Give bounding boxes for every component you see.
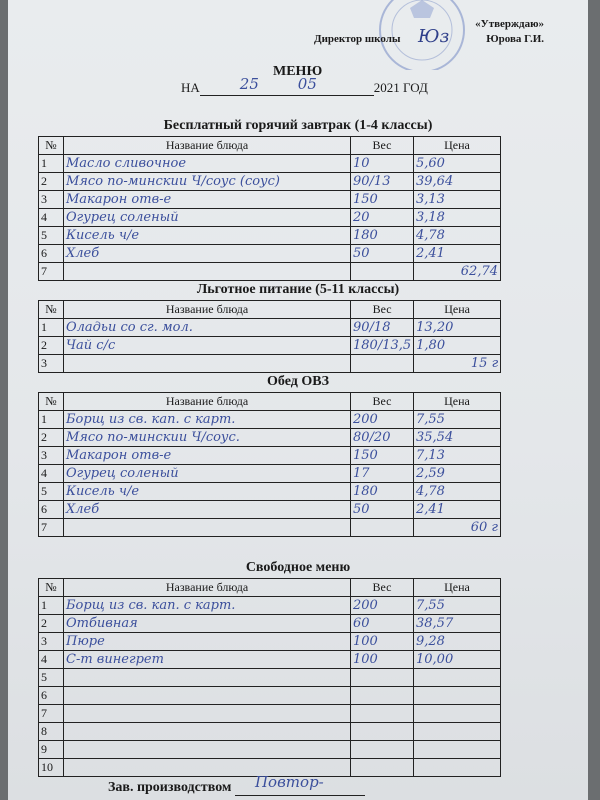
director-label: Директор школы (314, 33, 401, 45)
table-header-row (39, 137, 501, 155)
table-row (39, 705, 501, 723)
handwritten-weight: 180 (353, 228, 378, 243)
cell-name (64, 465, 351, 483)
cell-name (64, 705, 351, 723)
cell-weight (351, 633, 414, 651)
cell-weight (351, 337, 414, 355)
table-header-row (39, 393, 501, 411)
date-suffix: 2021 ГОД (373, 80, 428, 95)
handwritten-price: 38,57 (416, 616, 454, 631)
cell-number: 3 (39, 633, 64, 651)
handwritten-name: Чай с/с (66, 338, 116, 353)
cell-price (414, 501, 501, 519)
cell-number: 1 (39, 319, 64, 337)
table-row (39, 355, 501, 373)
handwritten-name: Мясо по-минскии Ч/соус (соус) (66, 174, 280, 189)
table-row (39, 519, 501, 537)
cell-price (414, 651, 501, 669)
cell-number: 4 (39, 465, 64, 483)
table-row (39, 155, 501, 173)
cell-price (414, 519, 501, 537)
cell-number: 6 (39, 687, 64, 705)
table-row (39, 447, 501, 465)
cell-name (64, 501, 351, 519)
cell-price (414, 355, 501, 373)
handwritten-weight: 50 (353, 502, 370, 517)
footer-signature: Повтор- (254, 773, 324, 791)
cell-number: 7 (39, 263, 64, 281)
column-header-price: Цена (414, 393, 501, 411)
cell-weight (351, 741, 414, 759)
table-row (39, 501, 501, 519)
cell-price (414, 429, 501, 447)
cell-price (414, 669, 501, 687)
cell-weight (351, 519, 414, 537)
handwritten-price: 7,55 (416, 412, 445, 427)
section-title-breakfast: Бесплатный горячий завтрак (1-4 классы) (163, 118, 433, 133)
handwritten-name: Кисель ч/е (66, 228, 140, 243)
handwritten-price: 2,41 (416, 502, 445, 517)
table-row (39, 263, 501, 281)
table-row (39, 651, 501, 669)
handwritten-weight: 60 (353, 616, 370, 631)
handwritten-weight: 90/18 (353, 320, 391, 335)
cell-number: 3 (39, 355, 64, 373)
cell-name (64, 615, 351, 633)
handwritten-weight: 10 (353, 156, 370, 171)
cell-price (414, 191, 501, 209)
handwritten-price: 7,55 (416, 598, 445, 613)
handwritten-weight: 180 (353, 484, 378, 499)
cell-number: 7 (39, 519, 64, 537)
cell-name (64, 669, 351, 687)
cell-number: 7 (39, 705, 64, 723)
cell-weight (351, 483, 414, 501)
cell-weight (351, 429, 414, 447)
director-signature: Юз (418, 26, 450, 47)
cell-name (64, 741, 351, 759)
cell-number: 1 (39, 155, 64, 173)
handwritten-price: 2,41 (416, 246, 445, 261)
benefit-table (38, 300, 501, 373)
cell-weight (351, 651, 414, 669)
column-header-num: № (39, 393, 64, 411)
cell-number: 6 (39, 501, 64, 519)
handwritten-price: 5,60 (416, 156, 445, 171)
cell-price (414, 687, 501, 705)
section-title-ovz: Обед ОВЗ (267, 374, 329, 389)
cell-weight (351, 411, 414, 429)
cell-price (414, 447, 501, 465)
table-row (39, 191, 501, 209)
cell-weight (351, 465, 414, 483)
table-row (39, 209, 501, 227)
handwritten-price: 3,18 (416, 210, 445, 225)
table-header-row (39, 301, 501, 319)
cell-name (64, 723, 351, 741)
section-title-free: Свободное меню (245, 560, 351, 575)
handwritten-price: 7,13 (416, 448, 445, 463)
cell-weight (351, 191, 414, 209)
cell-price (414, 597, 501, 615)
table-row (39, 319, 501, 337)
cell-weight (351, 319, 414, 337)
handwritten-name: С-т винегрет (66, 652, 164, 667)
table-row (39, 723, 501, 741)
cell-weight (351, 209, 414, 227)
handwritten-name: Оладьи со сг. мол. (66, 320, 193, 335)
cell-weight (351, 501, 414, 519)
handwritten-price: 62,74 (460, 264, 498, 279)
cell-name (64, 173, 351, 191)
cell-name (64, 519, 351, 537)
handwritten-name: Мясо по-минскии Ч/соус. (66, 430, 240, 445)
section-title-benefit: Льготное питание (5-11 классы) (196, 282, 400, 297)
handwritten-name: Борщ из св. кап. с карт. (66, 412, 236, 427)
handwritten-name: Пюре (66, 634, 105, 649)
handwritten-name: Макарон отв-е (66, 448, 172, 463)
table-row (39, 411, 501, 429)
cell-weight (351, 705, 414, 723)
footer (108, 773, 365, 796)
handwritten-name: Отбивная (66, 616, 138, 631)
table-row (39, 483, 501, 501)
cell-number: 9 (39, 741, 64, 759)
cell-price (414, 209, 501, 227)
cell-price (414, 705, 501, 723)
handwritten-name: Кисель ч/е (66, 484, 140, 499)
column-header-name: Название блюда (64, 393, 351, 411)
handwritten-price: 1,80 (416, 338, 446, 353)
column-header-price: Цена (414, 137, 501, 155)
column-header-weight: Вес (351, 301, 414, 319)
breakfast-table (38, 136, 501, 281)
handwritten-price: 13,20 (416, 320, 454, 335)
cell-number: 6 (39, 245, 64, 263)
table-row (39, 615, 501, 633)
handwritten-name: Макарон отв-е (66, 192, 172, 207)
cell-number: 4 (39, 209, 64, 227)
handwritten-price: 39,64 (416, 174, 454, 189)
table-row (39, 337, 501, 355)
cell-weight (351, 759, 414, 777)
cell-number: 3 (39, 191, 64, 209)
handwritten-name: Масло сливочное (66, 156, 187, 171)
handwritten-weight: 20 (353, 210, 370, 225)
cell-weight (351, 355, 414, 373)
cell-name (64, 633, 351, 651)
cell-weight (351, 263, 414, 281)
footer-label: Зав. производством (108, 780, 232, 795)
cell-name (64, 155, 351, 173)
cell-weight (351, 615, 414, 633)
cell-name (64, 687, 351, 705)
cell-name (64, 245, 351, 263)
column-header-price: Цена (414, 579, 501, 597)
director-name: Юрова Г.И. (486, 33, 544, 45)
cell-name (64, 429, 351, 447)
table-row (39, 669, 501, 687)
handwritten-weight: 90/13 (353, 174, 391, 189)
handwritten-name: Хлеб (66, 502, 100, 517)
cell-price (414, 723, 501, 741)
cell-name (64, 227, 351, 245)
handwritten-price: 4,78 (416, 228, 445, 243)
cell-name (64, 209, 351, 227)
cell-name (64, 483, 351, 501)
cell-price (414, 263, 501, 281)
handwritten-weight: 80/20 (353, 430, 391, 445)
table-row (39, 597, 501, 615)
cell-number: 2 (39, 429, 64, 447)
handwritten-weight: 200 (353, 412, 378, 427)
cell-weight (351, 723, 414, 741)
column-header-num: № (39, 301, 64, 319)
cell-number: 2 (39, 173, 64, 191)
cell-price (414, 155, 501, 173)
handwritten-price: 15 г (470, 356, 499, 371)
cell-number: 1 (39, 597, 64, 615)
cell-weight (351, 173, 414, 191)
handwritten-price: 60 г (470, 520, 498, 535)
cell-name (64, 191, 351, 209)
column-header-weight: Вес (351, 393, 414, 411)
column-header-name: Название блюда (64, 579, 351, 597)
cell-price (414, 759, 501, 777)
cell-number: 2 (39, 615, 64, 633)
cell-price (414, 245, 501, 263)
handwritten-name: Огурец соленый (66, 466, 179, 481)
cell-weight (351, 597, 414, 615)
ovz-table (38, 392, 501, 537)
approval-heading: «Утверждаю» (475, 18, 544, 30)
cell-price (414, 483, 501, 501)
cell-price (414, 615, 501, 633)
table-row (39, 227, 501, 245)
cell-weight (351, 155, 414, 173)
handwritten-price: 3,13 (416, 192, 445, 207)
cell-name (64, 337, 351, 355)
date-prefix: НА (181, 80, 200, 95)
cell-number: 5 (39, 669, 64, 687)
handwritten-price: 2,59 (416, 466, 445, 481)
cell-price (414, 319, 501, 337)
table-row (39, 429, 501, 447)
cell-name (64, 447, 351, 465)
cell-name (64, 411, 351, 429)
date-month: 05 (297, 75, 317, 93)
cell-weight (351, 687, 414, 705)
table-row (39, 741, 501, 759)
cell-weight (351, 245, 414, 263)
cell-weight (351, 447, 414, 465)
handwritten-price: 35,54 (416, 430, 454, 445)
handwritten-price: 10,00 (416, 652, 454, 667)
cell-number: 1 (39, 411, 64, 429)
table-row (39, 245, 501, 263)
column-header-weight: Вес (351, 137, 414, 155)
cell-name (64, 355, 351, 373)
cell-number: 2 (39, 337, 64, 355)
cell-price (414, 633, 501, 651)
handwritten-weight: 50 (353, 246, 370, 261)
column-header-name: Название блюда (64, 137, 351, 155)
handwritten-weight: 180/13,5 (353, 338, 412, 353)
column-header-num: № (39, 137, 64, 155)
cell-weight (351, 669, 414, 687)
handwritten-weight: 200 (353, 598, 378, 613)
handwritten-weight: 100 (353, 652, 378, 667)
cell-price (414, 465, 501, 483)
cell-number: 3 (39, 447, 64, 465)
cell-price (414, 227, 501, 245)
table-header-row (39, 579, 501, 597)
cell-number: 4 (39, 651, 64, 669)
free-menu-table (38, 578, 501, 777)
cell-number: 5 (39, 483, 64, 501)
menu-date (181, 75, 428, 96)
cell-number: 5 (39, 227, 64, 245)
table-row (39, 687, 501, 705)
cell-price (414, 337, 501, 355)
handwritten-weight: 150 (353, 448, 378, 463)
table-row (39, 465, 501, 483)
table-row (39, 173, 501, 191)
handwritten-name: Борщ из св. кап. с карт. (66, 598, 236, 613)
handwritten-weight: 17 (353, 466, 370, 481)
column-header-price: Цена (414, 301, 501, 319)
cell-name (64, 263, 351, 281)
cell-name (64, 651, 351, 669)
cell-name (64, 319, 351, 337)
cell-name (64, 597, 351, 615)
cell-number: 8 (39, 723, 64, 741)
handwritten-name: Хлеб (66, 246, 100, 261)
table-row (39, 633, 501, 651)
menu-sheet (8, 0, 588, 800)
cell-price (414, 411, 501, 429)
handwritten-name: Огурец соленый (66, 210, 179, 225)
page-title: МЕНЮ (273, 64, 323, 79)
cell-weight (351, 227, 414, 245)
cell-price (414, 173, 501, 191)
handwritten-weight: 100 (353, 634, 378, 649)
cell-number: 10 (39, 759, 64, 777)
column-header-name: Название блюда (64, 301, 351, 319)
column-header-weight: Вес (351, 579, 414, 597)
handwritten-weight: 150 (353, 192, 378, 207)
column-header-num: № (39, 579, 64, 597)
cell-price (414, 741, 501, 759)
date-day: 25 (239, 75, 259, 93)
handwritten-price: 4,78 (416, 484, 445, 499)
handwritten-price: 9,28 (416, 634, 445, 649)
